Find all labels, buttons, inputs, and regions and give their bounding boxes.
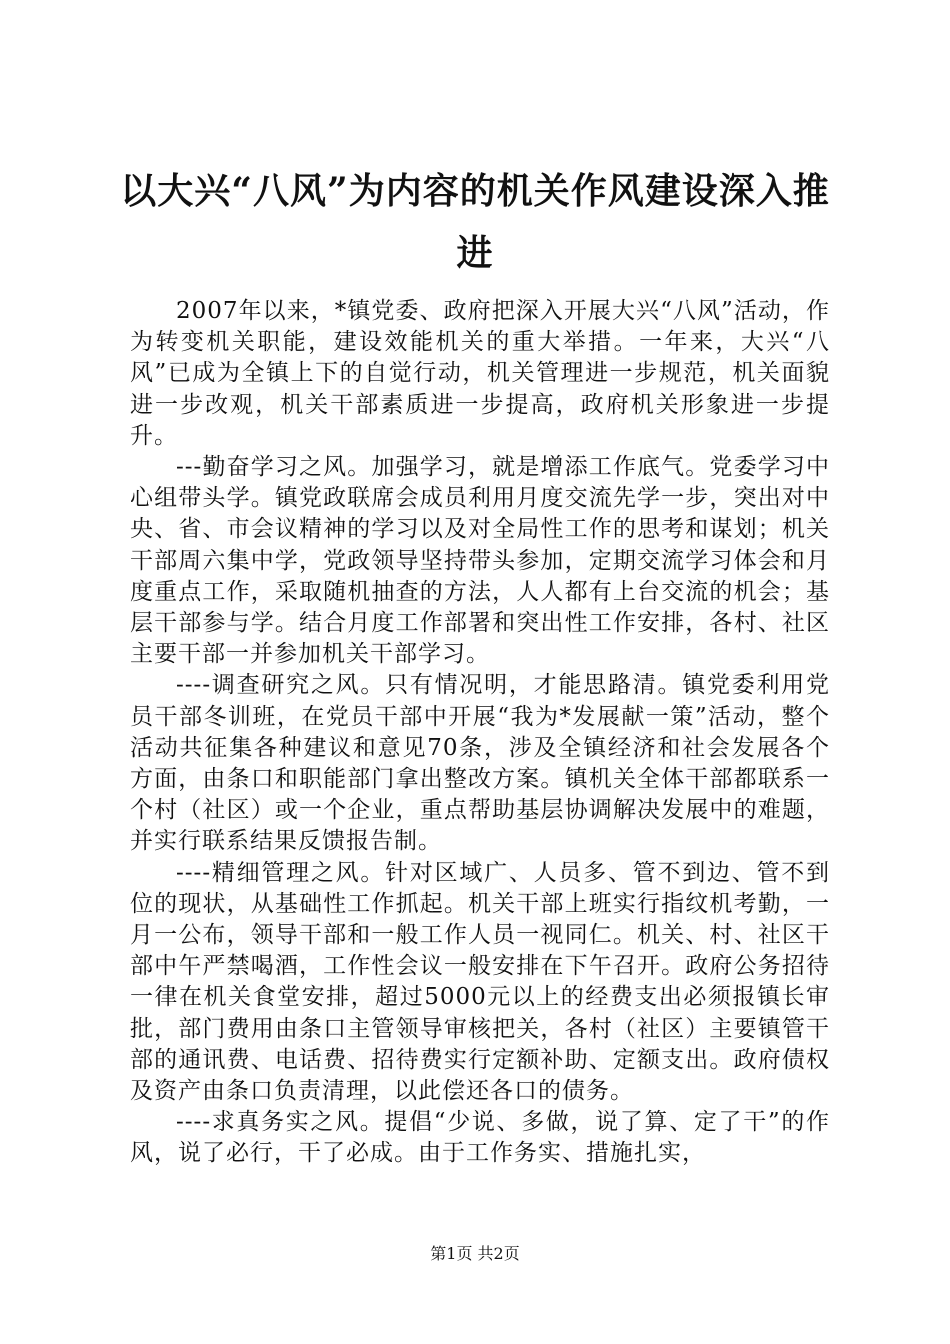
document-title: 以大兴“八风”为内容的机关作风建设深入推进 — [120, 170, 830, 274]
document-body — [130, 296, 830, 1170]
paragraph-study: ---勤奋学习之风。加强学习，就是增添工作底气。党委学习中心组带头学。镇党政联席会成员利用月度交流先学一步，突出对中央、省、市会议精神的学习以及对全局性工作的思考和谋划；机关干部周六集中学，党政领导坚持带头参加，定期交流学习体会和月度重点工作，采取随机抽查的方法，人人都有上台交流的机会；基层干部参与学。结合月度工作部署和突出性工作安排，各村、社区主要干部一并参加机关干部学习。 — [130, 454, 830, 668]
paragraph-research: ----调查研究之风。只有情况明，才能思路清。镇党委利用党员干部冬训班，在党员干部中开展“我为*发展献一策”活动，整个活动共征集各种建议和意见70条，涉及全镇经济和社会发展各个方面，由条口和职能部门拿出整改方案。镇机关全体干部都联系一个村（社区）或一个企业，重点帮助基层协调解决发展中的难题，并实行联系结果反馈报告制。 — [130, 672, 830, 855]
paragraph-pragmatic: ----求真务实之风。提倡“少说、多做，说了算、定了干”的作风，说了必行，干了必成。由于工作务实、措施扎实， — [130, 1109, 830, 1167]
paragraph-intro: 2007年以来，*镇党委、政府把深入开展大兴“八风”活动，作为转变机关职能，建设效能机关的重大举措。一年来，大兴“八风”已成为全镇上下的自觉行动，机关管理进一步规范，机关面貌进一步改观，机关干部素质进一步提高，政府机关形象进一步提升。 — [130, 298, 830, 449]
page-number-footer: 第1页 共2页 — [430, 1244, 520, 1263]
paragraph-management: ----精细管理之风。针对区域广、人员多、管不到边、管不到位的现状，从基础性工作抓起。机关干部上班实行指纹机考勤，一月一公布，领导干部和一般工作人员一视同仁。机关、村、社区干部中午严禁喝酒，工作性会议一般安排在下午召开。政府公务招待一律在机关食堂安排，超过5000元以上的经费支出必须报镇长审批，部门费用由条口主管领导审核把关，各村（社区）主要镇管干部的通讯费、电话费、招待费实行定额补助、定额支出。政府债权及资产由条口负责清理，以此偿还各口的债务。 — [130, 859, 830, 1105]
